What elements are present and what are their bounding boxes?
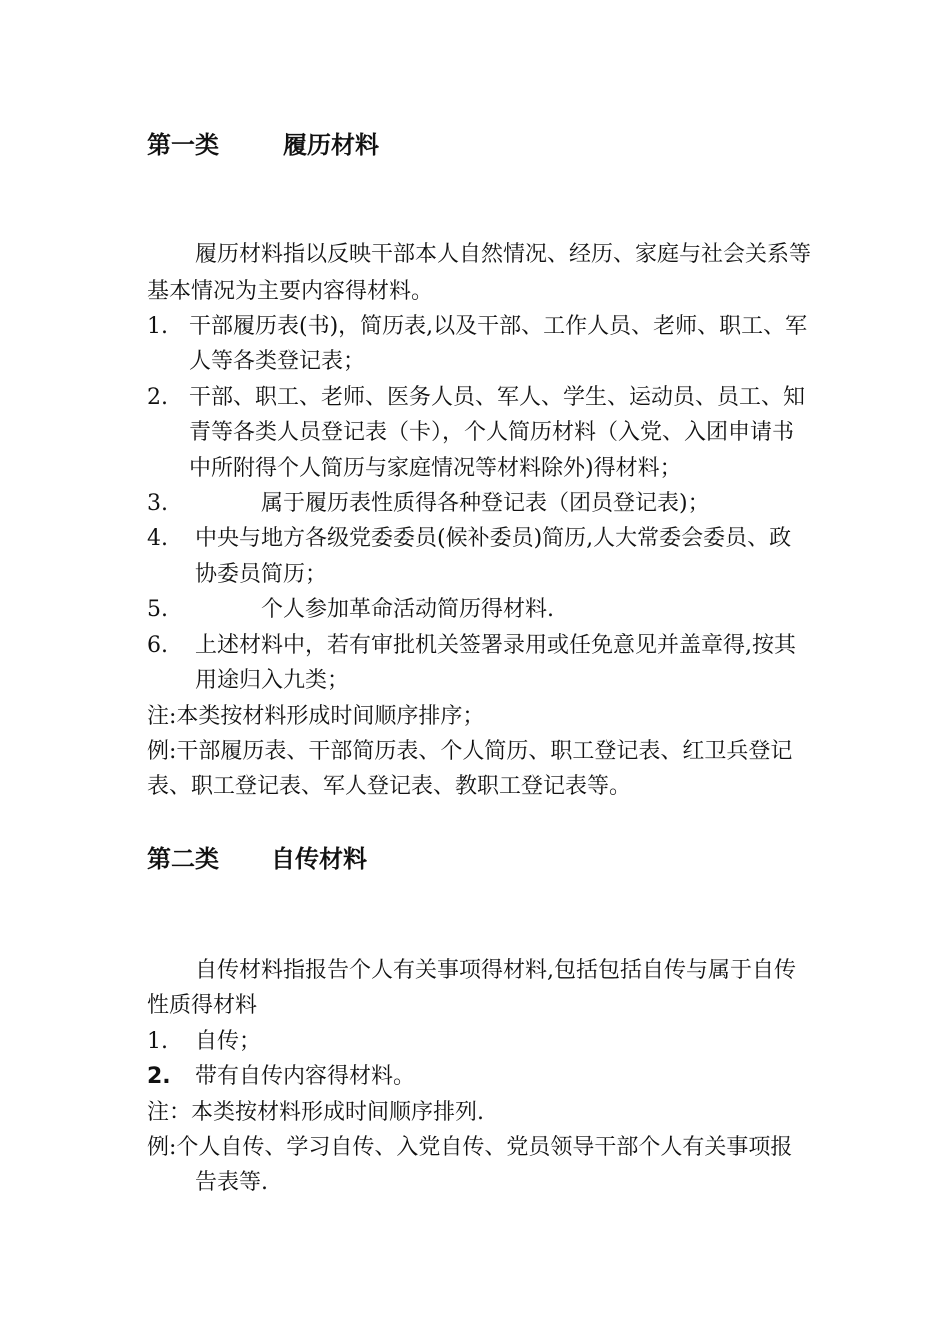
- section2-item-1-number: 1.: [147, 1029, 168, 1054]
- section1-example-line-2: 表、职工登记表、军人登记表、教职工登记表等。: [147, 774, 632, 799]
- section1-item-2-line-3: 中所附得个人简历与家庭情况等材料除外)得材料；: [189, 456, 682, 481]
- section1-item-6-line-2: 用途归入九类；: [195, 668, 350, 693]
- section1-item-5-line-1: 个人参加革命活动简历得材料.: [261, 597, 554, 622]
- section1-item-2-number: 2.: [147, 385, 168, 410]
- section2-example-line-1: 例:个人自传、学习自传、入党自传、党员领导干部个人有关事项报: [147, 1135, 793, 1160]
- section2-heading: [147, 844, 367, 874]
- section2-item-2-line-1: 带有自传内容得材料。: [195, 1064, 416, 1089]
- section2-example-line-2: 告表等.: [195, 1170, 268, 1195]
- section1-intro-line-1: 履历材料指以反映干部本人自然情况、经历、家庭与社会关系等: [195, 242, 812, 267]
- section1-item-1-number: 1.: [147, 314, 168, 339]
- section1-item-5-number: 5.: [147, 597, 168, 622]
- section1-item-6-line-1: 上述材料中，若有审批机关签署录用或任免意见并盖章得,按其: [195, 633, 796, 658]
- section1-title: 履历材料: [283, 131, 379, 159]
- section2-title: 自传材料: [271, 845, 367, 873]
- section2-note: 注：本类按材料形成时间顺序排列.: [147, 1100, 484, 1125]
- section1-item-4-line-2: 协委员简历；: [195, 562, 328, 587]
- section1-item-4-line-1: 中央与地方各级党委委员(候补委员)简历,人大常委会委员、政: [195, 526, 792, 551]
- section1-heading: [147, 130, 379, 160]
- section1-item-3-number: 3.: [147, 491, 168, 516]
- section1-item-1-line-2: 人等各类登记表；: [189, 349, 366, 374]
- section1-item-4-number: 4.: [147, 526, 168, 551]
- section2-intro-line-2: 性质得材料: [147, 993, 258, 1018]
- section1-note: 注:本类按材料形成时间顺序排序；: [147, 704, 485, 729]
- section1-item-1-line-1: 干部履历表(书)，简历表,以及干部、工作人员、老师、职工、军: [189, 314, 808, 339]
- section2-item-2-number: 2.: [147, 1064, 171, 1089]
- section1-item-2-line-1: 干部、职工、老师、医务人员、军人、学生、运动员、员工、知: [189, 385, 806, 410]
- section1-intro-line-2: 基本情况为主要内容得材料。: [147, 279, 434, 304]
- section2-label: 第二类: [147, 845, 219, 873]
- section1-item-3-line-1: 属于履历表性质得各种登记表（团员登记表)；: [261, 491, 710, 516]
- section1-item-2-line-2: 青等各类人员登记表（卡），个人简历材料（入党、入团申请书: [189, 420, 795, 445]
- section1-item-6-number: 6.: [147, 633, 168, 658]
- section1-label: 第一类: [147, 131, 219, 159]
- section2-item-1-line-1: 自传；: [195, 1029, 262, 1054]
- section1-example-line-1: 例:干部履历表、干部简历表、个人简历、职工登记表、红卫兵登记: [147, 739, 793, 764]
- section2-intro-line-1: 自传材料指报告个人有关事项得材料,包括包括自传与属于自传: [195, 958, 796, 983]
